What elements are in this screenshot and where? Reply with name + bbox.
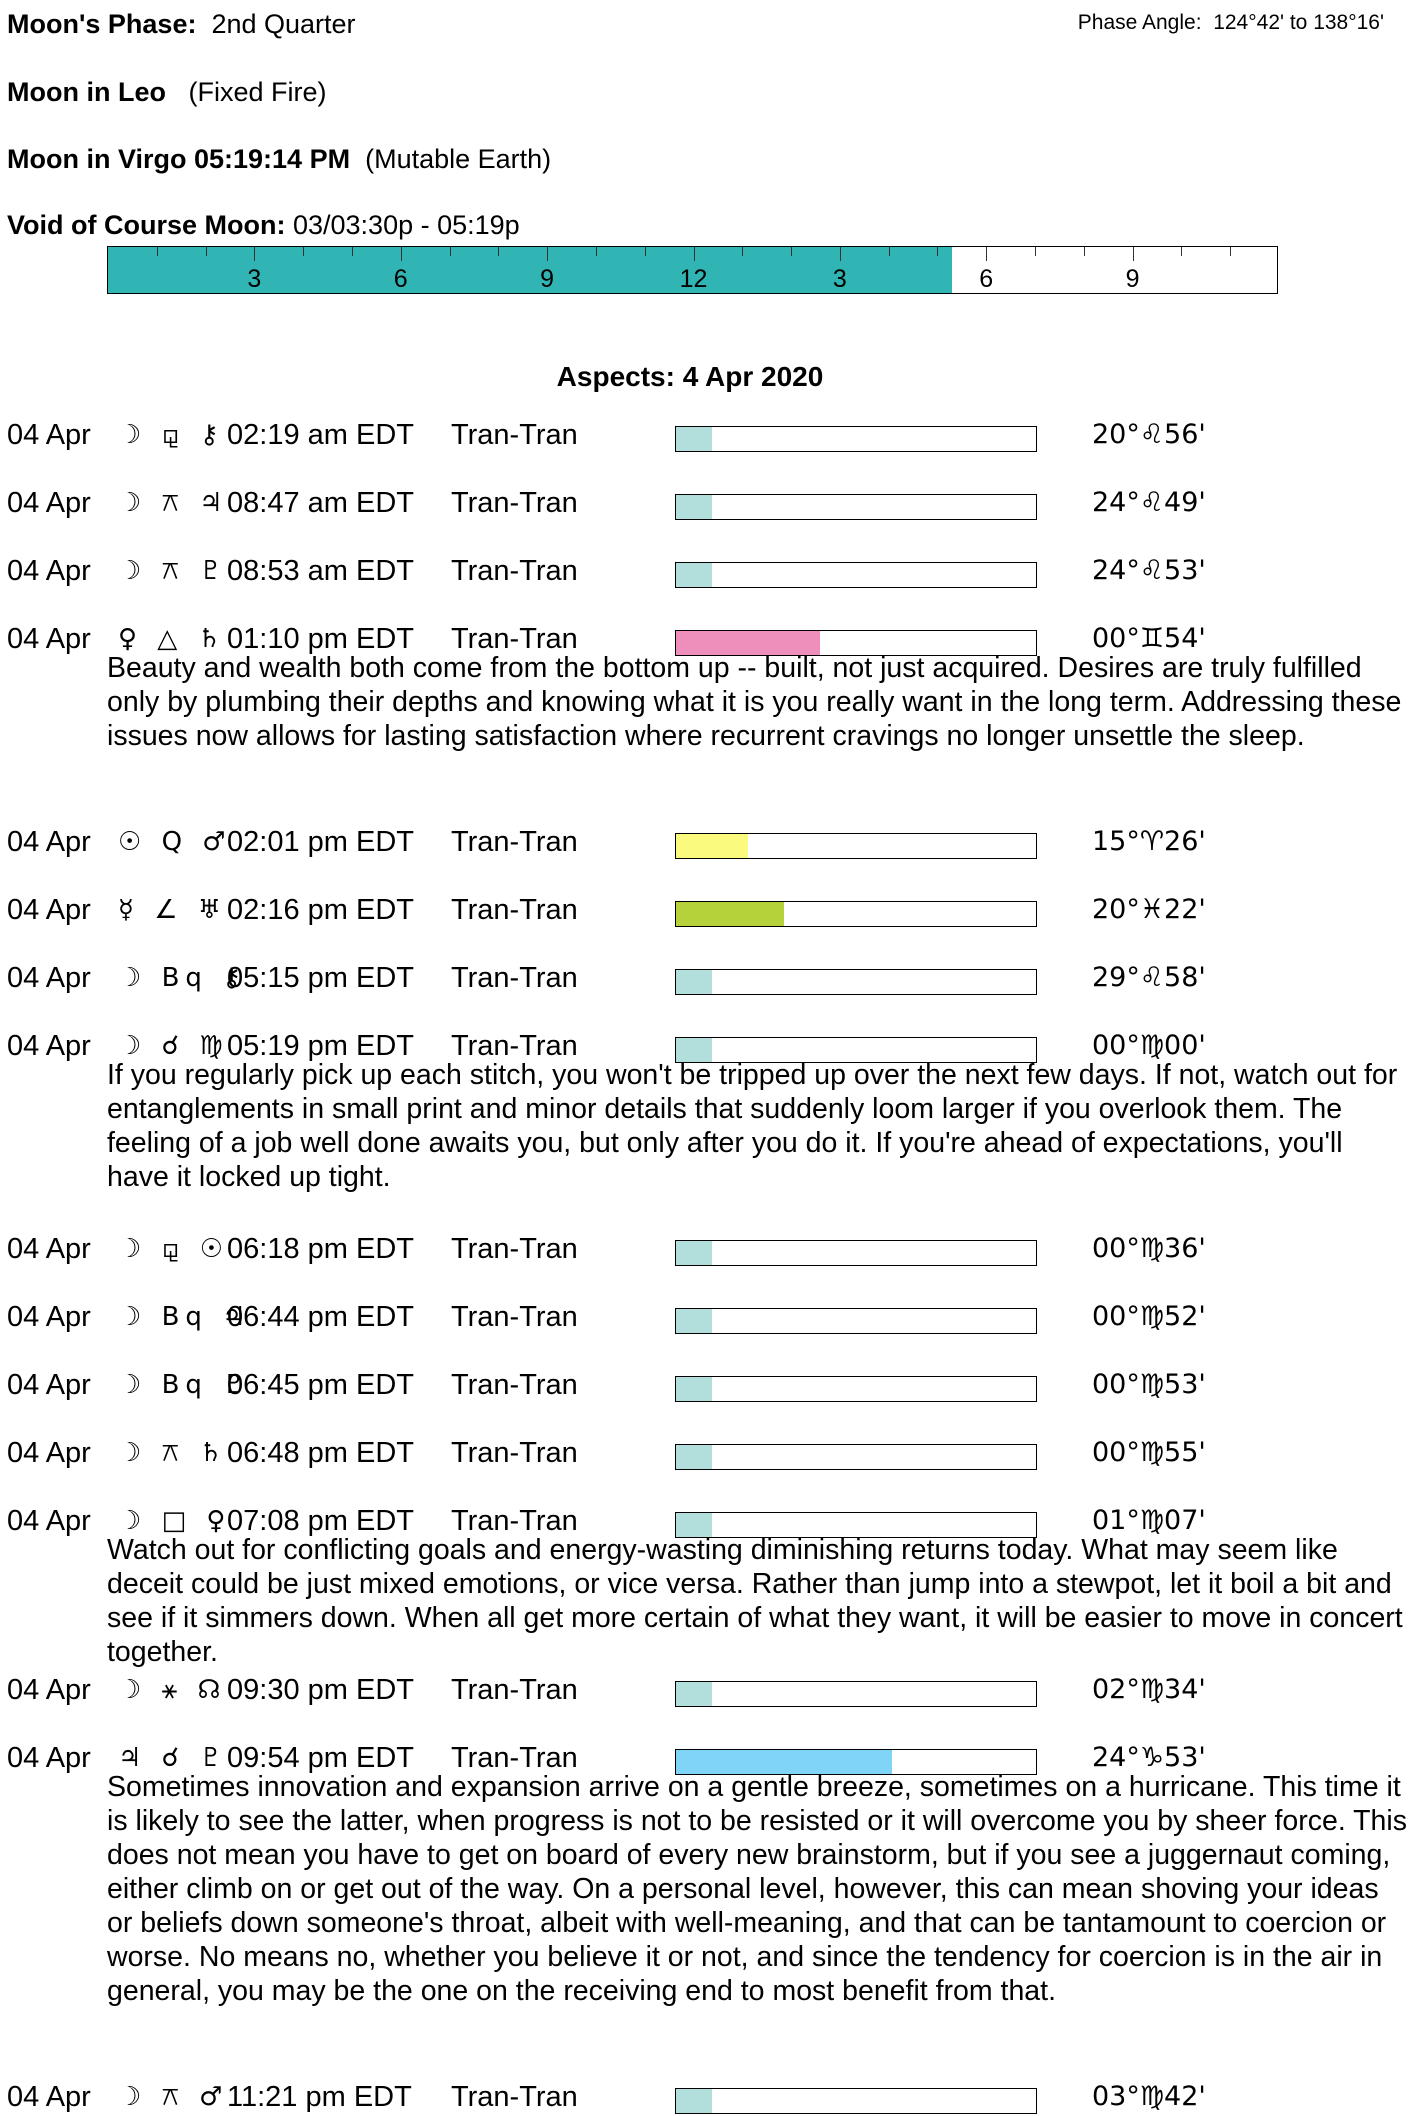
aspect-strength-fill [676, 563, 712, 587]
aspect-type: Tran-Tran [451, 2081, 578, 2113]
aspect-date: 04 Apr [7, 826, 91, 858]
aspect-strength-bar [675, 562, 1037, 588]
aspect-date: 04 Apr [7, 894, 91, 926]
aspect-time: 09:30 pm EDT [227, 1674, 414, 1706]
voc-tick [645, 247, 646, 256]
voc-value: 03/03:30p - 05:19p [292, 210, 520, 240]
aspect-row [0, 1368, 1417, 1402]
aspect-strength-bar [675, 494, 1037, 520]
aspect-glyphs: ♃ ☌ ♇ [118, 1743, 229, 1773]
aspect-position: 20°♓22' [1092, 894, 1206, 925]
aspect-row [0, 961, 1417, 995]
aspect-time: 05:19 pm EDT [227, 1030, 414, 1062]
aspect-type: Tran-Tran [451, 555, 578, 587]
aspect-type: Tran-Tran [451, 1674, 578, 1706]
aspect-time: 01:10 pm EDT [227, 623, 414, 655]
moon-sign-virgo [7, 143, 551, 175]
aspect-position: 24°♌53' [1092, 555, 1206, 586]
moon-sign-leo-label: Moon in Leo [7, 77, 166, 107]
aspect-position: 20°♌56' [1092, 419, 1206, 450]
aspect-row [0, 554, 1417, 588]
aspect-glyphs: ☽ Bq ⚷ [118, 963, 248, 993]
voc-tick [937, 247, 938, 256]
aspect-strength-fill [676, 970, 712, 994]
aspect-glyphs: ☽ ⚻ ♂ [118, 2082, 229, 2112]
aspect-time: 07:08 pm EDT [227, 1505, 414, 1537]
aspect-date: 04 Apr [7, 1505, 91, 1537]
aspect-strength-bar [675, 1376, 1037, 1402]
voc-tick [303, 247, 304, 256]
aspect-type: Tran-Tran [451, 419, 578, 451]
moon-sign-virgo-element: (Mutable Earth) [365, 144, 552, 174]
aspect-date: 04 Apr [7, 487, 91, 519]
aspect-glyphs: ☿ ∠ ♅ [118, 895, 228, 925]
aspect-position: 03°♍42' [1092, 2081, 1206, 2112]
aspect-glyphs: ☽ ☌ ♍ [118, 1031, 229, 1061]
moon-sign-virgo-label: Moon in Virgo 05:19:14 PM [7, 144, 351, 174]
aspect-strength-bar [675, 1240, 1037, 1266]
voc-tick [840, 247, 841, 261]
voc-tick [1133, 247, 1134, 261]
aspect-position: 00°♍55' [1092, 1437, 1206, 1468]
aspect-time: 05:15 pm EDT [227, 962, 414, 994]
aspect-description: Watch out for conflicting goals and energy-wasting diminishing returns today. What may seem like deceit could be just mixed emotions, or vice versa. Rather than jump into a stewpot, let it boil a bit and see if it simmers down. When all get more certain of what they want, it will be easier to move in concert together. [107, 1534, 1403, 1668]
aspect-row [0, 893, 1417, 927]
aspect-glyphs: ☽ Bq ♃ [118, 1302, 252, 1332]
voc-tick [254, 247, 255, 261]
aspect-glyphs: ☽ ⚻ ♇ [118, 556, 229, 586]
aspect-type: Tran-Tran [451, 487, 578, 519]
phase-angle-value: 124°42' to 138°16' [1213, 11, 1384, 34]
aspect-time: 02:01 pm EDT [227, 826, 414, 858]
aspect-time: 02:19 am EDT [227, 419, 414, 451]
voc-tick [450, 247, 451, 256]
voc-hour-label: 3 [832, 265, 847, 293]
voc-tick [206, 247, 207, 256]
aspect-position: 02°♍34' [1092, 1674, 1206, 1705]
aspect-type: Tran-Tran [451, 1369, 578, 1401]
aspect-strength-bar [675, 2088, 1037, 2114]
aspect-type: Tran-Tran [451, 1233, 578, 1265]
aspect-date: 04 Apr [7, 555, 91, 587]
voc-tick [401, 247, 402, 261]
aspect-glyphs: ☽ □ ♀ [118, 1506, 232, 1536]
aspect-row [0, 418, 1417, 452]
aspect-time: 06:48 pm EDT [227, 1437, 414, 1469]
aspect-strength-fill [676, 1309, 712, 1333]
aspect-row [0, 1673, 1417, 1707]
aspect-position: 24°♌49' [1092, 487, 1206, 518]
aspect-glyphs: ♀ △ ♄ [118, 624, 227, 654]
aspect-date: 04 Apr [7, 1674, 91, 1706]
voc-label: Void of Course Moon: [7, 210, 286, 240]
voc-timeline-fill [108, 247, 952, 293]
aspect-row [0, 2080, 1417, 2114]
voc-hour-label: 6 [393, 265, 408, 293]
aspect-type: Tran-Tran [451, 894, 578, 926]
aspect-time: 02:16 pm EDT [227, 894, 414, 926]
aspect-glyphs: ☽ ⚼ ⚷ [118, 420, 225, 450]
aspect-date: 04 Apr [7, 1437, 91, 1469]
aspect-description: Sometimes innovation and expansion arrive on a gentle breeze, sometimes on a hurricane. This time it is likely to see the latter, when progress is not to be resisted or it will overcome you by sheer force. This does not mean you have to get on board of every new brainstorm, but if you see a juggernaut coming, either climb on or get out of the way. On a personal level, however, this can mean shoving your ideas or beliefs down someone's throat, albeit with well-meaning, and that can be tantamount to coercion or worse. No means no, whether you believe it or not, and since the tendency for coercion is in the air in general, you may be the one on the receiving end to most benefit from that. [107, 1771, 1407, 2007]
voc-hour-label: 9 [540, 265, 555, 293]
aspect-strength-bar [675, 833, 1037, 859]
aspects-title: Aspects: 4 Apr 2020 [556, 361, 824, 392]
aspect-glyphs: ☽ ⚹ ☊ [118, 1675, 227, 1705]
aspect-strength-fill [676, 1682, 712, 1706]
aspect-strength-bar [675, 1681, 1037, 1707]
aspect-time: 08:53 am EDT [227, 555, 414, 587]
voc-tick [1035, 247, 1036, 256]
voc-tick [694, 247, 695, 261]
aspect-type: Tran-Tran [451, 1742, 578, 1774]
aspect-strength-fill [676, 495, 712, 519]
aspect-strength-fill [676, 1377, 712, 1401]
aspect-position: 29°♌58' [1092, 962, 1206, 993]
voc-tick [498, 247, 499, 256]
voc-tick [986, 247, 987, 261]
voc-tick [157, 247, 158, 256]
aspect-position: 00°♍52' [1092, 1301, 1206, 1332]
moon-sign-leo-element: (Fixed Fire) [188, 77, 327, 107]
aspect-strength-fill [676, 902, 784, 926]
aspect-position: 01°♍07' [1092, 1505, 1206, 1536]
aspect-glyphs: ☽ ⚻ ♄ [118, 1438, 229, 1468]
voc-tick [791, 247, 792, 256]
aspect-strength-bar [675, 426, 1037, 452]
moon-phase-value: 2nd Quarter [211, 9, 356, 39]
aspect-strength-bar [675, 1444, 1037, 1470]
voc-hour-label: 12 [679, 265, 708, 293]
aspect-time: 08:47 am EDT [227, 487, 414, 519]
aspect-strength-bar [675, 901, 1037, 927]
aspect-position: 24°♑53' [1092, 1742, 1206, 1773]
aspect-position: 00°♍00' [1092, 1030, 1206, 1061]
aspect-position: 00°♊54' [1092, 623, 1206, 654]
phase-angle-label: Phase Angle: [1077, 11, 1202, 34]
aspect-glyphs: ☽ ⚻ ♃ [118, 488, 229, 518]
aspect-type: Tran-Tran [451, 1030, 578, 1062]
aspect-date: 04 Apr [7, 623, 91, 655]
aspect-date: 04 Apr [7, 2081, 91, 2113]
aspect-strength-fill [676, 1241, 712, 1265]
voc-hour-label: 3 [247, 265, 262, 293]
aspect-type: Tran-Tran [451, 623, 578, 655]
moon-sign-leo [7, 76, 327, 108]
voc-hour-label: 9 [1125, 265, 1140, 293]
voc-timeline [107, 246, 1278, 294]
moon-phase [7, 8, 356, 40]
aspect-strength-bar [675, 969, 1037, 995]
aspect-time: 06:44 pm EDT [227, 1301, 414, 1333]
voc-tick [596, 247, 597, 256]
aspect-position: 00°♍36' [1092, 1233, 1206, 1264]
aspect-date: 04 Apr [7, 1369, 91, 1401]
aspect-glyphs: ☽ ⚼ ☉ [118, 1234, 230, 1264]
aspect-strength-fill [676, 427, 712, 451]
aspect-date: 04 Apr [7, 962, 91, 994]
voc-tick [1181, 247, 1182, 256]
phase-angle [1078, 10, 1384, 36]
aspect-row [0, 1300, 1417, 1334]
voc-tick [742, 247, 743, 256]
voc-tick [1084, 247, 1085, 256]
aspect-type: Tran-Tran [451, 1505, 578, 1537]
aspect-glyphs: ☉ Q ♂ [118, 827, 232, 857]
aspect-type: Tran-Tran [451, 962, 578, 994]
aspect-date: 04 Apr [7, 419, 91, 451]
aspect-date: 04 Apr [7, 1301, 91, 1333]
aspect-strength-fill [676, 1445, 712, 1469]
aspect-time: 11:21 pm EDT [227, 2081, 412, 2113]
aspect-strength-bar [675, 1308, 1037, 1334]
void-of-course [7, 209, 520, 241]
aspect-date: 04 Apr [7, 1742, 91, 1774]
aspect-type: Tran-Tran [451, 826, 578, 858]
aspect-type: Tran-Tran [451, 1437, 578, 1469]
voc-tick [889, 247, 890, 256]
voc-tick [352, 247, 353, 256]
voc-tick [547, 247, 548, 261]
voc-tick [1230, 247, 1231, 256]
aspect-time: 06:45 pm EDT [227, 1369, 414, 1401]
aspect-time: 06:18 pm EDT [227, 1233, 414, 1265]
aspect-description: If you regularly pick up each stitch, you won't be tripped up over the next few days. If not, watch out for entanglements in small print and minor details that suddenly loom larger if you overlook them. The feeling of a job well done awaits you, but only after you do it. If you're ahead of expectations, you'll have it locked up tight. [107, 1059, 1398, 1193]
aspect-description: Beauty and wealth both come from the bottom up -- built, not just acquired. Desires are truly fulfilled only by plumbing their depths and knowing what it is you really want in the long term. Addressing these issues now allows for lasting satisfaction where recurrent cravings no longer unsettle the sleep. [107, 652, 1402, 752]
aspect-row [0, 1232, 1417, 1266]
aspect-date: 04 Apr [7, 1030, 91, 1062]
aspect-position: 00°♍53' [1092, 1369, 1206, 1400]
aspect-row [0, 486, 1417, 520]
aspect-date: 04 Apr [7, 1233, 91, 1265]
voc-hour-label: 6 [979, 265, 994, 293]
aspect-row [0, 1436, 1417, 1470]
aspect-glyphs: ☽ Bq ♇ [118, 1370, 252, 1400]
aspect-time: 09:54 pm EDT [227, 1742, 414, 1774]
aspect-strength-fill [676, 834, 748, 858]
aspect-type: Tran-Tran [451, 1301, 578, 1333]
moon-phase-label: Moon's Phase: [7, 9, 197, 39]
aspect-position: 15°♈26' [1092, 826, 1206, 857]
aspect-row [0, 825, 1417, 859]
aspect-strength-fill [676, 2089, 712, 2113]
